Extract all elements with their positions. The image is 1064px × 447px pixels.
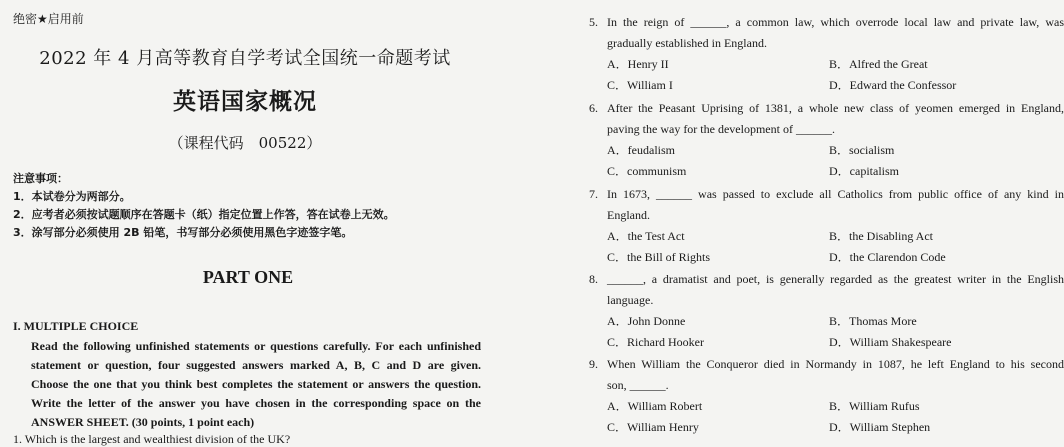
confidential-label: 绝密★启用前 bbox=[13, 12, 84, 26]
instruction-line: statement or question, four suggested answers marked A, B, C and D are given. bbox=[31, 358, 481, 372]
subject-title: 英语国家概况 bbox=[173, 89, 317, 115]
stem-line: gradually established in England. bbox=[607, 36, 767, 50]
option-b: B．Alfred the Great bbox=[829, 57, 928, 71]
option-d: D．William Stephen bbox=[829, 420, 931, 434]
instruction-line: Write the letter of the answer you have chosen in the corresponding space on the bbox=[31, 396, 481, 410]
question-stem bbox=[583, 12, 1064, 54]
part-title: PART ONE bbox=[202, 267, 294, 287]
options-row bbox=[583, 311, 1064, 332]
options-row bbox=[583, 161, 1064, 182]
question-stem bbox=[583, 354, 1064, 396]
stem-line: son, ______. bbox=[607, 378, 669, 392]
options-row bbox=[583, 75, 1064, 96]
option-c: C．William Henry bbox=[607, 420, 699, 434]
question-stem bbox=[583, 269, 1064, 311]
stem-line: paving the way for the development of ______. bbox=[607, 122, 835, 136]
options-row bbox=[583, 226, 1064, 247]
option-c: C．William I bbox=[607, 78, 673, 92]
option-b: B．William Rufus bbox=[829, 399, 920, 413]
question-number: 9. bbox=[589, 357, 598, 371]
stem-line: When William the Conqueror died in Normandy in 1087, he left England to his second bbox=[607, 357, 1064, 371]
section-title: I. MULTIPLE CHOICE bbox=[13, 319, 139, 333]
section-instructions bbox=[31, 337, 481, 432]
stem-line: In the reign of ______, a common law, which overrode local law and private law, was bbox=[607, 15, 1064, 29]
stem-line: language. bbox=[607, 293, 654, 307]
question-number: 5. bbox=[589, 15, 598, 29]
exam-title: 2022 年 4 月高等教育自学考试全国统一命题考试 bbox=[39, 48, 451, 69]
stem-line: In 1673, ______ was passed to exclude all Catholics from public office of any kind in bbox=[607, 187, 1064, 201]
option-d: D．Edward the Confessor bbox=[829, 78, 957, 92]
option-a: A．William Robert bbox=[607, 399, 703, 413]
instruction-line: Read the following unfinished statements or questions carefully. For each unfinished bbox=[31, 339, 481, 353]
right-column bbox=[583, 0, 1064, 440]
option-a: A．John Donne bbox=[607, 314, 686, 328]
option-b: B．socialism bbox=[829, 143, 895, 157]
question-number: 6. bbox=[589, 101, 598, 115]
option-b: B．Thomas More bbox=[829, 314, 917, 328]
option-c: C．communism bbox=[607, 164, 687, 178]
option-b: B．the Disabling Act bbox=[829, 229, 933, 243]
option-c: C．Richard Hooker bbox=[607, 335, 704, 349]
question-number: 8. bbox=[589, 272, 598, 286]
notes-section bbox=[13, 170, 395, 242]
question-7 bbox=[583, 184, 1064, 268]
note-item: 1．本试卷分为两部分。 bbox=[13, 190, 131, 203]
options-row bbox=[583, 54, 1064, 75]
instruction-line: ANSWER SHEET. (30 points, 1 point each) bbox=[31, 415, 255, 429]
options-row bbox=[583, 140, 1064, 161]
option-a: A．the Test Act bbox=[607, 229, 685, 243]
question-9 bbox=[583, 354, 1064, 438]
options-row bbox=[583, 396, 1064, 417]
question-6 bbox=[583, 98, 1064, 182]
stem-line: ______, a dramatist and poet, is generally regarded as the greatest writer in the English bbox=[607, 272, 1064, 286]
option-d: D．capitalism bbox=[829, 164, 899, 178]
option-d: D．the Clarendon Code bbox=[829, 250, 946, 264]
option-a: A．feudalism bbox=[607, 143, 675, 157]
option-c: C．the Bill of Rights bbox=[607, 250, 711, 264]
options-row bbox=[583, 417, 1064, 438]
course-code: （课程代码 00522） bbox=[168, 134, 322, 152]
question-stem bbox=[583, 98, 1064, 140]
option-a: A．Henry II bbox=[607, 57, 669, 71]
note-item: 3．涂写部分必须使用 2B 铅笔，书写部分必须使用黑色字迹签字笔。 bbox=[13, 226, 353, 239]
question-8 bbox=[583, 269, 1064, 353]
question-number: 7. bbox=[589, 187, 598, 201]
question-1-partial: 1. Which is the largest and wealthiest division of the UK? bbox=[13, 432, 291, 446]
question-stem bbox=[583, 184, 1064, 226]
instruction-line: Choose the one that you think best completes the statement or answers the question. bbox=[31, 377, 481, 391]
question-5 bbox=[583, 12, 1064, 96]
option-d: D．William Shakespeare bbox=[829, 335, 952, 349]
left-column bbox=[0, 0, 520, 446]
options-row bbox=[583, 247, 1064, 268]
options-row bbox=[583, 332, 1064, 353]
notes-heading: 注意事项： bbox=[13, 172, 68, 185]
note-item: 2．应考者必须按试题顺序在答题卡（纸）指定位置上作答，答在试卷上无效。 bbox=[13, 208, 395, 221]
stem-line: After the Peasant Uprising of 1381, a whole new class of yeomen emerged in England, bbox=[607, 101, 1064, 115]
stem-line: England. bbox=[607, 208, 650, 222]
